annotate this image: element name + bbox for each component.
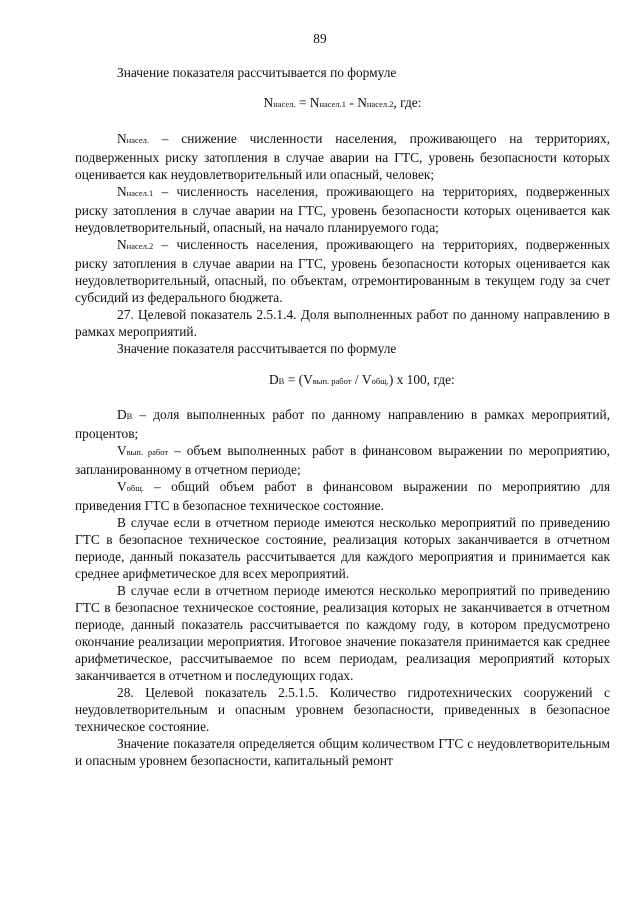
definition-text: – общий объем работ в финансовом выражении по мероприятию для приведения ГТС в безопасное техническое состояние.: [75, 479, 610, 513]
formula-subscript: насел.: [273, 99, 296, 109]
definition-text: – доля выполненных работ по данному направлению в рамках мероприятий, процентов;: [75, 407, 610, 441]
formula-symbol: N: [263, 95, 274, 110]
definition-subscript: насел.1: [126, 188, 154, 198]
definition-subscript: насел.: [126, 135, 150, 145]
formula-tail: ) x 100, где:: [388, 372, 455, 387]
definition-text: – численность населения, проживающего на территориях, подверженных риску затопления в случае аварии на ГТС, уровень безопасности которых оценивается как неудовлетворительный, опасный, по объектам, отремонтированным в текущем году за счет субсидий из федерального бюджета.: [75, 237, 610, 305]
definition-symbol: V: [117, 443, 127, 458]
paragraph-formula-intro-2: Значение показателя рассчитывается по формуле: [117, 341, 397, 356]
definition-subscript: В: [126, 411, 133, 421]
formula-share-of-works: [75, 371, 610, 390]
formula-subscript: вып. работ: [312, 376, 352, 386]
definition-text: – снижение численности населения, проживающего на территориях, подверженных риску затопления в случае аварии на ГТС, уровень безопасности которых оценивается как неудовлетворительный или опасный, человек;: [75, 131, 610, 182]
definition-n-nasel-1: [75, 183, 610, 236]
definition-subscript: общ.: [126, 483, 144, 493]
paragraph-value-definition: Значение показателя определяется общим количеством ГТС с неудовлетворительным и опасным уровнем безопасности, капитальный ремонт: [75, 736, 610, 768]
definition-text: – объем выполненных работ в финансовом выражении по мероприятию, запланированному в отчетном периоде;: [75, 443, 610, 477]
paragraph-item-27: 27. Целевой показатель 2.5.1.4. Доля выполненных работ по данному направлению в рамках мероприятий.: [75, 307, 610, 339]
paragraph-formula-intro-1: Значение показателя рассчитывается по формуле: [117, 65, 397, 80]
formula-symbol: D: [269, 372, 279, 387]
formula-operator: = (: [284, 372, 304, 387]
definition-text: – численность населения, проживающего на территориях, подверженных риску затопления в случае аварии на ГТС, уровень безопасности которых оценивается как неудовлетворительный, опасный, на начало планируемого года;: [75, 184, 610, 235]
formula-operator: -: [346, 95, 358, 110]
definition-symbol: D: [117, 407, 127, 422]
paragraph-completed-in-period: В случае если в отчетном периоде имеются несколько мероприятий по приведению ГТС в безопасное техническое состояние, реализация которых заканчивается в отчетном периоде, данный показатель рассчитывается для каждого мероприятия и принимается как среднее арифметическое для всех мероприятий.: [75, 515, 610, 581]
formula-population: [75, 94, 610, 113]
definition-symbol: V: [117, 479, 127, 494]
formula-operator: /: [351, 372, 362, 387]
page-body: [75, 64, 610, 769]
formula-symbol: V: [303, 372, 313, 387]
formula-symbol: N: [357, 95, 367, 110]
definition-v-obsch: [75, 478, 610, 514]
formula-subscript: В: [278, 376, 285, 386]
definition-symbol: N: [117, 184, 127, 199]
paragraph-not-completed-in-period: В случае если в отчетном периоде имеются несколько мероприятий по приведению ГТС в безопасное техническое состояние, реализация которых не заканчивается в отчетном периоде, данный показатель рассчитывается по каждому году, в котором предусмотрено окончание реализации мероприятия. Итоговое значение показателя принимается как среднее арифметическое, рассчитываемое по всем периодам, реализация мероприятий которых заканчивается в отчетном и последующих годах.: [75, 583, 610, 683]
definition-n-nasel: [75, 130, 610, 183]
definition-d-v: [75, 406, 610, 442]
formula-subscript: насел.2: [366, 99, 394, 109]
formula-subscript: общ.: [371, 376, 389, 386]
formula-operator: =: [295, 95, 310, 110]
definition-v-vyp-rabot: [75, 442, 610, 478]
formula-tail: , где:: [393, 95, 422, 110]
definition-subscript: насел.2: [126, 241, 154, 251]
paragraph-item-28: 28. Целевой показатель 2.5.1.5. Количество гидротехнических сооружений с неудовлетворительным и опасным уровнем безопасности, приведенных в безопасное техническое состояние.: [75, 685, 610, 734]
formula-symbol: N: [309, 95, 320, 110]
definition-symbol: N: [117, 131, 127, 146]
page-number: 89: [313, 31, 327, 46]
definition-subscript: вып. работ: [126, 447, 169, 457]
formula-symbol: V: [361, 372, 372, 387]
definition-n-nasel-2: [75, 236, 610, 306]
definition-symbol: N: [117, 237, 127, 252]
formula-subscript: насел.1: [319, 99, 347, 109]
